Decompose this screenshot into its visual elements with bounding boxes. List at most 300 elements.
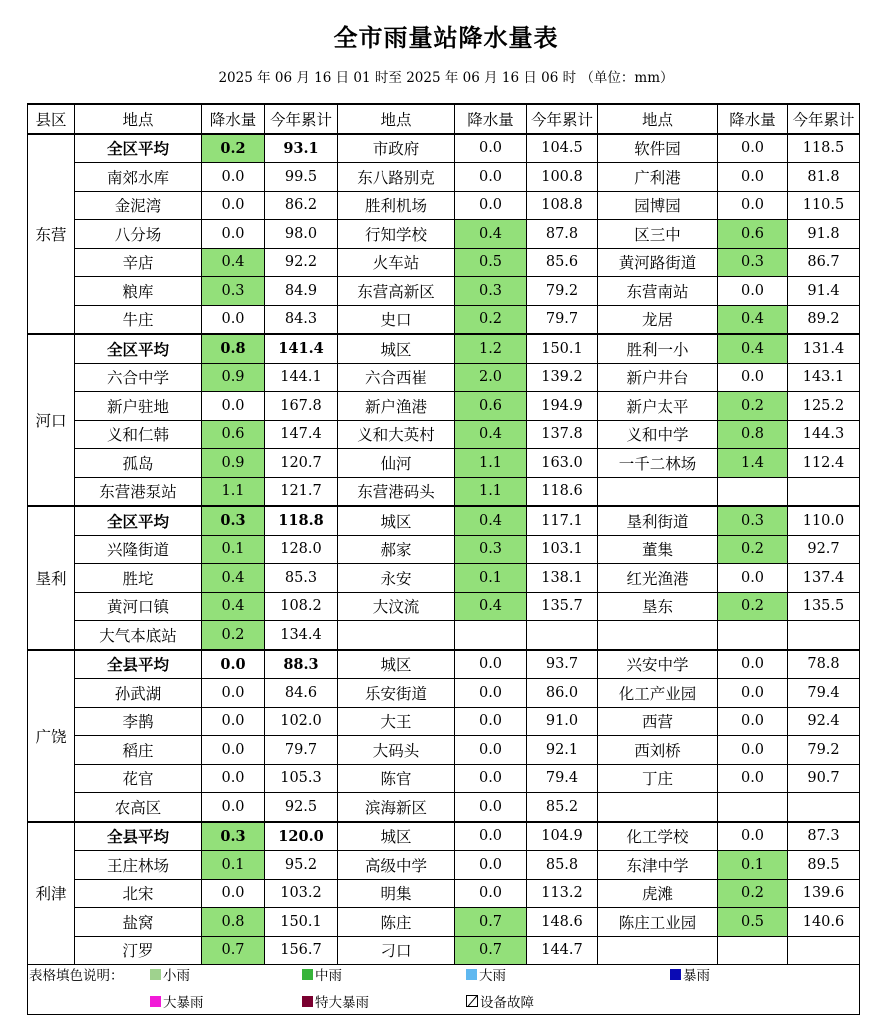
year-total-cell: 92.4 xyxy=(788,707,860,736)
year-total-cell: 117.1 xyxy=(527,506,598,535)
year-total-cell: 84.9 xyxy=(265,277,338,306)
page-title: 全市雨量站降水量表 xyxy=(333,24,559,52)
year-total-cell: 85.3 xyxy=(265,564,338,593)
rainfall-cell: 0.4 xyxy=(455,420,527,449)
rainfall-cell: 1.1 xyxy=(455,449,527,478)
year-total-cell: 144.7 xyxy=(527,936,598,965)
table-row xyxy=(28,392,860,421)
year-total-cell: 148.6 xyxy=(527,908,598,937)
year-total-cell: 118.8 xyxy=(265,506,338,535)
table-row xyxy=(28,822,860,851)
rainfall-cell xyxy=(718,793,788,822)
fault-icon xyxy=(466,995,478,1007)
table-row xyxy=(28,420,860,449)
rainfall-cell: 0.0 xyxy=(455,134,527,163)
legend-swatch-moderate-rain xyxy=(302,969,313,980)
table-row xyxy=(28,363,860,392)
station-name-cell: 高级中学 xyxy=(338,851,455,880)
station-name-cell xyxy=(598,477,718,506)
rainfall-cell: 0.2 xyxy=(718,535,788,564)
rainfall-cell: 0.2 xyxy=(202,621,265,650)
station-name-cell: 东营南站 xyxy=(598,277,718,306)
station-name-cell: 胜利机场 xyxy=(338,191,455,220)
year-total-cell: 147.4 xyxy=(265,420,338,449)
legend-text: 中雨 xyxy=(315,968,342,984)
year-total-cell: 135.7 xyxy=(527,592,598,621)
year-total-cell: 92.7 xyxy=(788,535,860,564)
rainfall-cell: 0.0 xyxy=(718,134,788,163)
year-total-cell: 120.0 xyxy=(265,822,338,851)
rainfall-cell: 0.0 xyxy=(202,305,265,334)
station-name-cell: 大汶流 xyxy=(338,592,455,621)
station-name-cell: 全区平均 xyxy=(75,506,202,535)
year-total-cell: 156.7 xyxy=(265,936,338,965)
year-total-cell: 92.1 xyxy=(527,736,598,765)
station-name-cell: 大气本底站 xyxy=(75,621,202,650)
year-total-cell: 131.4 xyxy=(788,334,860,363)
station-name-cell: 城区 xyxy=(338,506,455,535)
station-name-cell: 东营高新区 xyxy=(338,277,455,306)
station-name-cell: 化工产业园 xyxy=(598,679,718,708)
rainfall-cell: 0.7 xyxy=(455,908,527,937)
legend-item-rainstorm xyxy=(670,964,710,984)
year-total-cell: 93.1 xyxy=(265,134,338,163)
legend-swatch-rainstorm xyxy=(670,969,681,980)
table-header-row xyxy=(28,104,860,134)
station-name-cell: 史口 xyxy=(338,305,455,334)
station-name-cell: 城区 xyxy=(338,822,455,851)
station-name-cell: 火车站 xyxy=(338,248,455,277)
year-total-cell: 95.2 xyxy=(265,851,338,880)
header-rainfall: 降水量 xyxy=(455,104,527,134)
time-range-subtitle: 2025 年 06 月 16 日 01 时至 2025 年 06 月 16 日 06 时 （单位：mm） xyxy=(218,70,674,86)
table-row xyxy=(28,163,860,192)
station-name-cell: 孙武湖 xyxy=(75,679,202,708)
color-legend xyxy=(27,958,860,1015)
year-total-cell: 135.5 xyxy=(788,592,860,621)
table-row xyxy=(28,277,860,306)
header-county: 县区 xyxy=(28,104,75,134)
header-rainfall: 降水量 xyxy=(202,104,265,134)
rainfall-cell: 0.0 xyxy=(202,764,265,793)
year-total-cell: 79.4 xyxy=(788,679,860,708)
legend-swatch-light-rain xyxy=(150,969,161,980)
year-total-cell: 118.5 xyxy=(788,134,860,163)
station-name-cell: 西刘桥 xyxy=(598,736,718,765)
station-name-cell: 滨海新区 xyxy=(338,793,455,822)
rainfall-cell: 0.4 xyxy=(455,506,527,535)
rainfall-cell: 0.1 xyxy=(202,851,265,880)
table-row xyxy=(28,650,860,679)
legend-label: 表格填色说明： xyxy=(29,968,124,984)
station-name-cell: 大王 xyxy=(338,707,455,736)
year-total-cell: 86.7 xyxy=(788,248,860,277)
year-total-cell: 105.3 xyxy=(265,764,338,793)
rainfall-cell: 0.0 xyxy=(202,879,265,908)
year-total-cell: 91.8 xyxy=(788,220,860,249)
year-total-cell: 112.4 xyxy=(788,449,860,478)
rainfall-cell: 0.3 xyxy=(455,277,527,306)
rainfall-cell: 0.0 xyxy=(202,163,265,192)
year-total-cell: 163.0 xyxy=(527,449,598,478)
station-name-cell: 全区平均 xyxy=(75,134,202,163)
station-name-cell: 黄河路街道 xyxy=(598,248,718,277)
station-name-cell: 全县平均 xyxy=(75,650,202,679)
year-total-cell: 86.2 xyxy=(265,191,338,220)
year-total-cell: 121.7 xyxy=(265,477,338,506)
year-total-cell: 79.4 xyxy=(527,764,598,793)
station-name-cell: 义和大英村 xyxy=(338,420,455,449)
year-total-cell: 87.3 xyxy=(788,822,860,851)
year-total-cell: 143.1 xyxy=(788,363,860,392)
year-total-cell: 118.6 xyxy=(527,477,598,506)
year-total-cell: 138.1 xyxy=(527,564,598,593)
year-total-cell: 92.2 xyxy=(265,248,338,277)
year-total-cell: 194.9 xyxy=(527,392,598,421)
year-total-cell: 78.8 xyxy=(788,650,860,679)
header-location: 地点 xyxy=(75,104,202,134)
year-total-cell: 93.7 xyxy=(527,650,598,679)
county-cell: 垦利 xyxy=(28,506,75,650)
station-name-cell: 兴安中学 xyxy=(598,650,718,679)
rainfall-cell: 0.0 xyxy=(202,679,265,708)
station-name-cell: 大码头 xyxy=(338,736,455,765)
station-name-cell: 广利港 xyxy=(598,163,718,192)
header-year-total: 今年累计 xyxy=(527,104,598,134)
rainfall-cell: 0.0 xyxy=(718,363,788,392)
rainfall-cell: 0.3 xyxy=(202,506,265,535)
station-name-cell: 永安 xyxy=(338,564,455,593)
year-total-cell: 89.5 xyxy=(788,851,860,880)
table-row xyxy=(28,707,860,736)
year-total-cell: 99.5 xyxy=(265,163,338,192)
station-name-cell: 全区平均 xyxy=(75,334,202,363)
station-name-cell: 王庄林场 xyxy=(75,851,202,880)
station-name-cell: 新户驻地 xyxy=(75,392,202,421)
station-name-cell: 东营港码头 xyxy=(338,477,455,506)
rainfall-cell: 0.2 xyxy=(718,592,788,621)
year-total-cell: 139.2 xyxy=(527,363,598,392)
station-name-cell: 西营 xyxy=(598,707,718,736)
year-total-cell: 100.8 xyxy=(527,163,598,192)
rainfall-cell: 0.0 xyxy=(202,392,265,421)
station-name-cell: 义和仁韩 xyxy=(75,420,202,449)
rainfall-cell: 0.5 xyxy=(718,908,788,937)
station-name-cell: 陈庄工业园 xyxy=(598,908,718,937)
year-total-cell: 79.7 xyxy=(265,736,338,765)
station-name-cell xyxy=(598,621,718,650)
year-total-cell: 84.3 xyxy=(265,305,338,334)
rainfall-cell: 0.0 xyxy=(718,564,788,593)
rainfall-cell: 0.0 xyxy=(455,822,527,851)
rainfall-cell: 1.4 xyxy=(718,449,788,478)
station-name-cell: 丁庄 xyxy=(598,764,718,793)
table-row xyxy=(28,248,860,277)
rainfall-cell: 0.0 xyxy=(455,650,527,679)
rainfall-cell: 0.4 xyxy=(718,305,788,334)
station-name-cell: 软件园 xyxy=(598,134,718,163)
year-total-cell: 79.7 xyxy=(527,305,598,334)
station-name-cell: 虎滩 xyxy=(598,879,718,908)
rainfall-cell: 0.1 xyxy=(718,851,788,880)
year-total-cell: 90.7 xyxy=(788,764,860,793)
legend-text: 小雨 xyxy=(163,968,190,984)
table-row xyxy=(28,764,860,793)
legend-item-moderate-rain xyxy=(302,964,342,984)
rainfall-cell: 0.7 xyxy=(202,936,265,965)
year-total-cell: 87.8 xyxy=(527,220,598,249)
station-name-cell: 孤岛 xyxy=(75,449,202,478)
station-name-cell: 稻庄 xyxy=(75,736,202,765)
legend-text: 设备故障 xyxy=(480,995,534,1011)
table-row xyxy=(28,449,860,478)
rainfall-cell: 0.7 xyxy=(455,936,527,965)
rainfall-cell: 0.2 xyxy=(718,879,788,908)
year-total-cell: 85.8 xyxy=(527,851,598,880)
header-location: 地点 xyxy=(598,104,718,134)
rainfall-cell: 2.0 xyxy=(455,363,527,392)
year-total-cell: 89.2 xyxy=(788,305,860,334)
year-total-cell: 79.2 xyxy=(527,277,598,306)
legend-item-heavy-rain xyxy=(466,964,506,984)
header-year-total: 今年累计 xyxy=(788,104,860,134)
year-total-cell: 150.1 xyxy=(265,908,338,937)
year-total-cell xyxy=(788,793,860,822)
rainfall-cell: 0.8 xyxy=(202,908,265,937)
rainfall-cell xyxy=(718,621,788,650)
table-row xyxy=(28,879,860,908)
legend-swatch-heavy-rain xyxy=(466,969,477,980)
rainfall-cell: 0.0 xyxy=(455,793,527,822)
rainfall-cell: 0.4 xyxy=(455,220,527,249)
year-total-cell: 102.0 xyxy=(265,707,338,736)
table-row xyxy=(28,621,860,650)
station-name-cell: 牛庄 xyxy=(75,305,202,334)
station-name-cell: 城区 xyxy=(338,334,455,363)
station-name-cell: 刁口 xyxy=(338,936,455,965)
year-total-cell: 79.2 xyxy=(788,736,860,765)
rainfall-cell: 0.0 xyxy=(718,679,788,708)
year-total-cell: 137.4 xyxy=(788,564,860,593)
rainfall-cell: 0.4 xyxy=(202,592,265,621)
station-name-cell: 金泥湾 xyxy=(75,191,202,220)
table-row xyxy=(28,592,860,621)
rainfall-cell: 0.0 xyxy=(202,736,265,765)
station-name-cell: 义和中学 xyxy=(598,420,718,449)
station-name-cell: 新户井台 xyxy=(598,363,718,392)
station-name-cell: 市政府 xyxy=(338,134,455,163)
station-name-cell: 胜利一小 xyxy=(598,334,718,363)
table-row xyxy=(28,334,860,363)
rainfall-table xyxy=(27,103,860,965)
legend-item-extreme-rainstorm xyxy=(302,991,369,1011)
legend-text: 大雨 xyxy=(479,968,506,984)
year-total-cell: 91.0 xyxy=(527,707,598,736)
table-row xyxy=(28,736,860,765)
station-name-cell: 行知学校 xyxy=(338,220,455,249)
rainfall-cell: 0.0 xyxy=(455,879,527,908)
header-year-total: 今年累计 xyxy=(265,104,338,134)
year-total-cell: 134.4 xyxy=(265,621,338,650)
year-total-cell: 86.0 xyxy=(527,679,598,708)
station-name-cell: 北宋 xyxy=(75,879,202,908)
year-total-cell: 125.2 xyxy=(788,392,860,421)
rainfall-cell: 0.0 xyxy=(202,707,265,736)
rainfall-cell: 0.0 xyxy=(455,191,527,220)
rainfall-cell: 0.6 xyxy=(202,420,265,449)
station-name-cell: 化工学校 xyxy=(598,822,718,851)
legend-item-equipment-fault xyxy=(466,991,534,1011)
year-total-cell xyxy=(788,621,860,650)
rainfall-cell: 0.0 xyxy=(718,191,788,220)
year-total-cell: 98.0 xyxy=(265,220,338,249)
station-name-cell: 垦东 xyxy=(598,592,718,621)
table-row xyxy=(28,305,860,334)
year-total-cell: 103.1 xyxy=(527,535,598,564)
station-name-cell: 陈庄 xyxy=(338,908,455,937)
legend-item-heavy-rainstorm xyxy=(150,991,204,1011)
year-total-cell: 140.6 xyxy=(788,908,860,937)
rainfall-cell: 0.3 xyxy=(202,277,265,306)
county-cell: 东营 xyxy=(28,134,75,335)
rainfall-cell: 1.1 xyxy=(455,477,527,506)
station-name-cell: 园博园 xyxy=(598,191,718,220)
rainfall-cell: 0.0 xyxy=(718,163,788,192)
rainfall-cell: 0.3 xyxy=(718,248,788,277)
year-total-cell: 139.6 xyxy=(788,879,860,908)
legend-text: 大暴雨 xyxy=(163,995,204,1011)
station-name-cell: 红光渔港 xyxy=(598,564,718,593)
rainfall-cell: 0.0 xyxy=(455,851,527,880)
rainfall-cell xyxy=(718,477,788,506)
station-name-cell: 陈官 xyxy=(338,764,455,793)
table-row xyxy=(28,679,860,708)
station-name-cell: 六合中学 xyxy=(75,363,202,392)
rainfall-cell: 0.0 xyxy=(718,277,788,306)
rainfall-cell: 0.0 xyxy=(718,822,788,851)
rainfall-cell: 0.1 xyxy=(455,564,527,593)
station-name-cell: 汀罗 xyxy=(75,936,202,965)
station-name-cell: 董集 xyxy=(598,535,718,564)
station-name-cell: 黄河口镇 xyxy=(75,592,202,621)
table-row xyxy=(28,564,860,593)
rainfall-cell: 0.4 xyxy=(718,334,788,363)
station-name-cell: 南郊水库 xyxy=(75,163,202,192)
legend-text: 特大暴雨 xyxy=(315,995,369,1011)
rainfall-cell: 0.0 xyxy=(455,707,527,736)
table-row xyxy=(28,191,860,220)
station-name-cell: 花官 xyxy=(75,764,202,793)
legend-text: 暴雨 xyxy=(683,968,710,984)
rainfall-cell: 0.4 xyxy=(455,592,527,621)
table-row xyxy=(28,134,860,163)
county-cell: 河口 xyxy=(28,334,75,506)
year-total-cell: 110.0 xyxy=(788,506,860,535)
county-cell: 广饶 xyxy=(28,650,75,822)
station-name-cell: 郝家 xyxy=(338,535,455,564)
year-total-cell: 120.7 xyxy=(265,449,338,478)
year-total-cell: 144.1 xyxy=(265,363,338,392)
header-rainfall: 降水量 xyxy=(718,104,788,134)
year-total-cell: 92.5 xyxy=(265,793,338,822)
rainfall-cell: 0.5 xyxy=(455,248,527,277)
rainfall-cell: 0.0 xyxy=(202,220,265,249)
year-total-cell: 104.9 xyxy=(527,822,598,851)
table-row xyxy=(28,535,860,564)
table-row xyxy=(28,506,860,535)
rainfall-cell: 1.1 xyxy=(202,477,265,506)
rainfall-cell: 0.3 xyxy=(455,535,527,564)
year-total-cell: 108.2 xyxy=(265,592,338,621)
station-name-cell: 东津中学 xyxy=(598,851,718,880)
station-name-cell xyxy=(338,621,455,650)
rainfall-cell: 0.0 xyxy=(718,764,788,793)
station-name-cell: 垦利街道 xyxy=(598,506,718,535)
year-total-cell: 113.2 xyxy=(527,879,598,908)
year-total-cell xyxy=(788,477,860,506)
rainfall-cell: 0.0 xyxy=(202,793,265,822)
year-total-cell: 84.6 xyxy=(265,679,338,708)
station-name-cell xyxy=(598,793,718,822)
county-cell: 利津 xyxy=(28,822,75,965)
rainfall-cell: 0.4 xyxy=(202,564,265,593)
station-name-cell: 辛店 xyxy=(75,248,202,277)
table-row xyxy=(28,793,860,822)
station-name-cell: 兴隆街道 xyxy=(75,535,202,564)
rainfall-cell xyxy=(455,621,527,650)
rainfall-cell: 0.0 xyxy=(202,650,265,679)
station-name-cell: 一千二林场 xyxy=(598,449,718,478)
rainfall-cell: 0.2 xyxy=(202,134,265,163)
station-name-cell: 新户太平 xyxy=(598,392,718,421)
station-name-cell: 东八路别克 xyxy=(338,163,455,192)
rainfall-cell: 1.2 xyxy=(455,334,527,363)
station-name-cell: 明集 xyxy=(338,879,455,908)
station-name-cell: 八分场 xyxy=(75,220,202,249)
table-row xyxy=(28,908,860,937)
rainfall-cell: 0.4 xyxy=(202,248,265,277)
year-total-cell xyxy=(527,621,598,650)
year-total-cell: 110.5 xyxy=(788,191,860,220)
legend-swatch-extreme-rainstorm xyxy=(302,996,313,1007)
rainfall-cell: 0.0 xyxy=(455,163,527,192)
station-name-cell: 胜坨 xyxy=(75,564,202,593)
table-body xyxy=(28,134,860,965)
year-total-cell: 108.8 xyxy=(527,191,598,220)
rainfall-cell: 0.0 xyxy=(455,764,527,793)
year-total-cell: 144.3 xyxy=(788,420,860,449)
station-name-cell: 农高区 xyxy=(75,793,202,822)
rainfall-cell: 0.0 xyxy=(718,707,788,736)
station-name-cell: 新户渔港 xyxy=(338,392,455,421)
station-name-cell: 仙河 xyxy=(338,449,455,478)
rainfall-cell: 0.6 xyxy=(455,392,527,421)
year-total-cell: 167.8 xyxy=(265,392,338,421)
rainfall-cell: 0.9 xyxy=(202,449,265,478)
rainfall-cell: 0.9 xyxy=(202,363,265,392)
year-total-cell: 128.0 xyxy=(265,535,338,564)
year-total-cell: 85.2 xyxy=(527,793,598,822)
rainfall-cell: 0.0 xyxy=(718,736,788,765)
table-row xyxy=(28,220,860,249)
station-name-cell: 六合西崔 xyxy=(338,363,455,392)
year-total-cell: 137.8 xyxy=(527,420,598,449)
year-total-cell: 88.3 xyxy=(265,650,338,679)
station-name-cell: 全县平均 xyxy=(75,822,202,851)
rainfall-cell: 0.2 xyxy=(455,305,527,334)
header-location: 地点 xyxy=(338,104,455,134)
rainfall-cell: 0.6 xyxy=(718,220,788,249)
